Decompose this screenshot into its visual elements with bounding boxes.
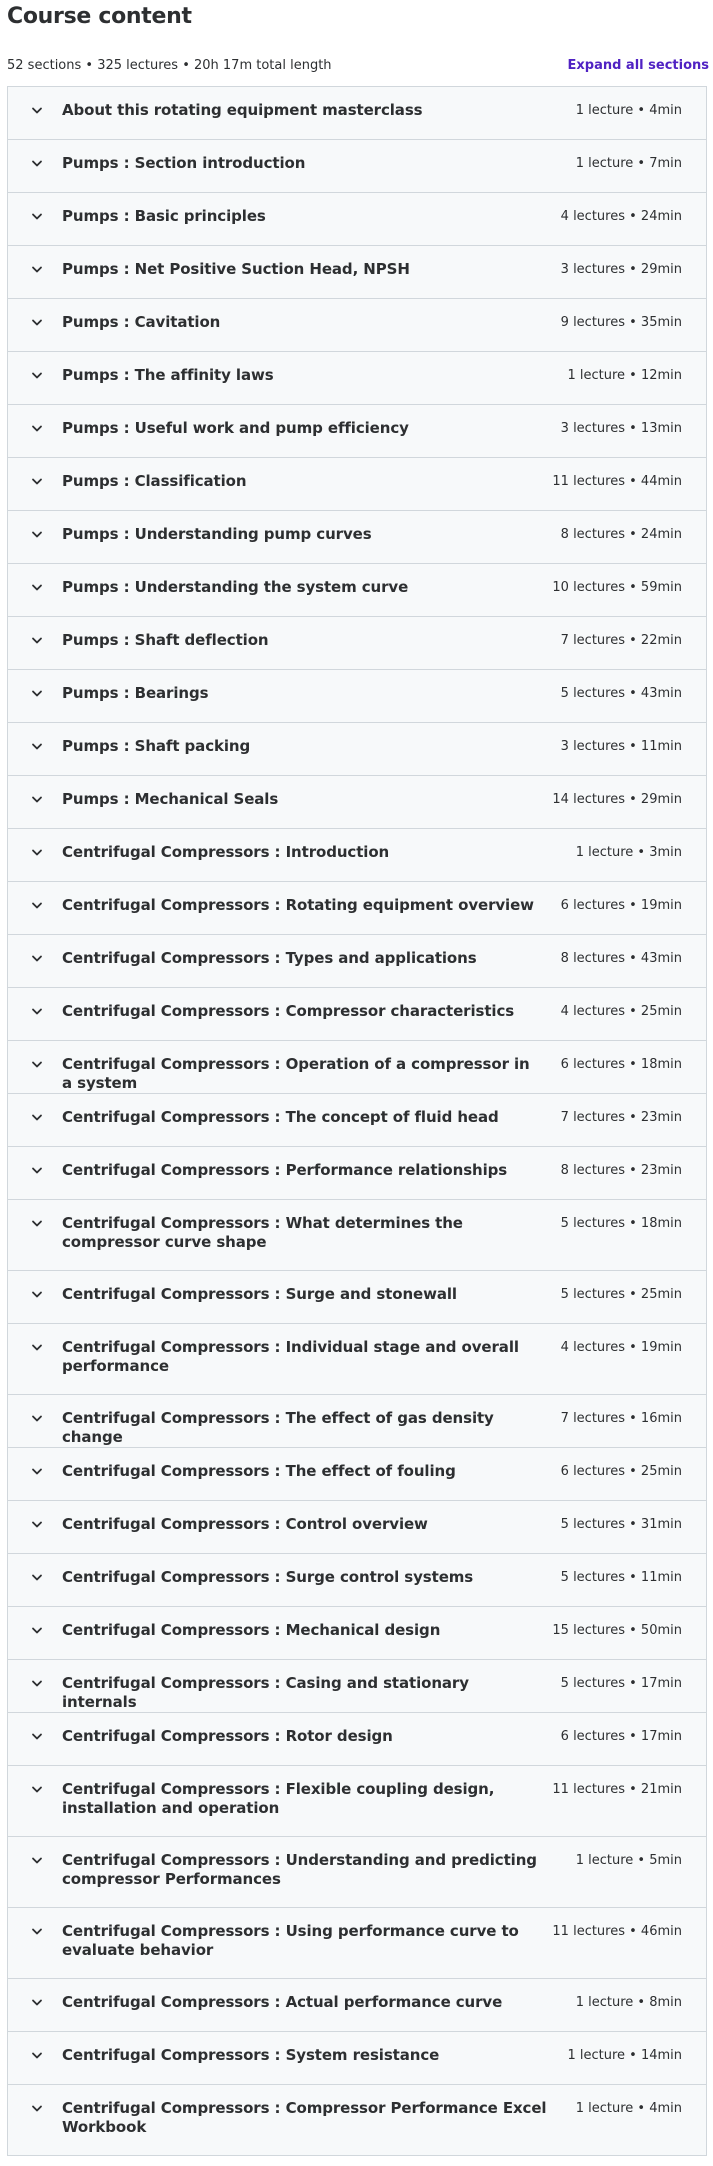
section-title: Pumps : Net Positive Suction Head, NPSH bbox=[62, 260, 410, 278]
section-header[interactable] bbox=[8, 299, 706, 352]
section-meta: 8 lectures • 43min bbox=[560, 951, 682, 966]
chevron-down-icon bbox=[30, 1463, 44, 1481]
section-title: Pumps : Useful work and pump efficiency bbox=[62, 419, 409, 437]
section-meta: 5 lectures • 43min bbox=[560, 686, 682, 701]
section-header[interactable] bbox=[8, 670, 706, 723]
section-title: Centrifugal Compressors : Individual stage and overall performance bbox=[62, 1338, 519, 1375]
chevron-down-icon bbox=[30, 1410, 44, 1428]
section-title: About this rotating equipment masterclass bbox=[62, 101, 423, 119]
chevron-down-icon bbox=[30, 1162, 44, 1180]
section-header[interactable] bbox=[8, 511, 706, 564]
section-header[interactable] bbox=[8, 1448, 706, 1501]
chevron-down-icon bbox=[30, 1215, 44, 1233]
section-title: Centrifugal Compressors : What determines the compressor curve shape bbox=[62, 1214, 463, 1251]
section-title: Centrifugal Compressors : Compressor Performance Excel Workbook bbox=[62, 2099, 547, 2136]
section-title: Pumps : Shaft packing bbox=[62, 737, 251, 755]
section-header[interactable] bbox=[8, 564, 706, 617]
section-meta: 10 lectures • 59min bbox=[552, 580, 682, 595]
section-meta: 5 lectures • 31min bbox=[560, 1517, 682, 1532]
section-meta: 1 lecture • 14min bbox=[567, 2048, 682, 2063]
section-meta: 8 lectures • 23min bbox=[560, 1163, 682, 1178]
section-meta: 11 lectures • 21min bbox=[552, 1782, 682, 1797]
section-title: Centrifugal Compressors : Performance relationships bbox=[62, 1161, 508, 1179]
section-header[interactable] bbox=[8, 829, 706, 882]
chevron-down-icon bbox=[30, 1286, 44, 1304]
chevron-down-icon bbox=[30, 2100, 44, 2118]
section-header[interactable] bbox=[8, 2085, 706, 2156]
section-meta: 1 lecture • 7min bbox=[575, 156, 682, 171]
section-header[interactable] bbox=[8, 193, 706, 246]
section-meta: 6 lectures • 18min bbox=[560, 1057, 682, 1072]
section-title: Pumps : Basic principles bbox=[62, 207, 266, 225]
section-title: Pumps : The affinity laws bbox=[62, 366, 274, 384]
section-meta: 1 lecture • 3min bbox=[575, 845, 682, 860]
page-title: Course content bbox=[7, 4, 192, 29]
section-meta: 14 lectures • 29min bbox=[552, 792, 682, 807]
section-meta: 4 lectures • 19min bbox=[560, 1340, 682, 1355]
chevron-down-icon bbox=[30, 1781, 44, 1799]
section-title: Centrifugal Compressors : Surge control systems bbox=[62, 1568, 474, 1586]
section-header[interactable] bbox=[8, 935, 706, 988]
section-title: Centrifugal Compressors : Rotating equipment overview bbox=[62, 896, 534, 914]
section-title: Pumps : Cavitation bbox=[62, 313, 221, 331]
section-header[interactable] bbox=[8, 1395, 706, 1448]
section-title: Centrifugal Compressors : Compressor characteristics bbox=[62, 1002, 515, 1020]
chevron-down-icon bbox=[30, 685, 44, 703]
section-header[interactable] bbox=[8, 140, 706, 193]
section-header[interactable] bbox=[8, 1200, 706, 1271]
section-meta: 1 lecture • 8min bbox=[575, 1995, 682, 2010]
section-meta: 3 lectures • 29min bbox=[560, 262, 682, 277]
section-meta: 4 lectures • 24min bbox=[560, 209, 682, 224]
section-title: Centrifugal Compressors : Flexible coupling design, installation and operation bbox=[62, 1780, 495, 1817]
chevron-down-icon bbox=[30, 1569, 44, 1587]
section-header[interactable] bbox=[8, 352, 706, 405]
chevron-down-icon bbox=[30, 314, 44, 332]
chevron-down-icon bbox=[30, 1923, 44, 1941]
section-header[interactable] bbox=[8, 776, 706, 829]
section-header[interactable] bbox=[8, 1607, 706, 1660]
chevron-down-icon bbox=[30, 1056, 44, 1074]
section-title: Centrifugal Compressors : Rotor design bbox=[62, 1727, 393, 1745]
section-meta: 5 lectures • 17min bbox=[560, 1676, 682, 1691]
chevron-down-icon bbox=[30, 526, 44, 544]
section-title: Centrifugal Compressors : The effect of fouling bbox=[62, 1462, 456, 1480]
chevron-down-icon bbox=[30, 261, 44, 279]
expand-all-button[interactable]: Expand all sections bbox=[567, 57, 709, 73]
chevron-down-icon bbox=[30, 1728, 44, 1746]
section-header[interactable] bbox=[8, 1908, 706, 1979]
section-meta: 3 lectures • 13min bbox=[560, 421, 682, 436]
section-title: Centrifugal Compressors : Surge and stonewall bbox=[62, 1285, 457, 1303]
course-summary: 52 sections • 325 lectures • 20h 17m total length bbox=[7, 57, 332, 73]
section-title: Pumps : Bearings bbox=[62, 684, 209, 702]
section-meta: 8 lectures • 24min bbox=[560, 527, 682, 542]
chevron-down-icon bbox=[30, 1852, 44, 1870]
section-meta: 1 lecture • 5min bbox=[575, 1853, 682, 1868]
section-title: Centrifugal Compressors : The concept of fluid head bbox=[62, 1108, 499, 1126]
section-header[interactable] bbox=[8, 1501, 706, 1554]
chevron-down-icon bbox=[30, 791, 44, 809]
section-meta: 3 lectures • 11min bbox=[560, 739, 682, 754]
section-header[interactable] bbox=[8, 882, 706, 935]
section-header[interactable] bbox=[8, 1147, 706, 1200]
section-header[interactable] bbox=[8, 988, 706, 1041]
section-meta: 9 lectures • 35min bbox=[560, 315, 682, 330]
section-meta: 5 lectures • 11min bbox=[560, 1570, 682, 1585]
section-title: Pumps : Shaft deflection bbox=[62, 631, 269, 649]
section-header[interactable] bbox=[8, 1094, 706, 1147]
section-header[interactable] bbox=[8, 2032, 706, 2085]
chevron-down-icon bbox=[30, 844, 44, 862]
section-header[interactable] bbox=[8, 1766, 706, 1837]
section-meta: 1 lecture • 12min bbox=[567, 368, 682, 383]
chevron-down-icon bbox=[30, 632, 44, 650]
section-header[interactable] bbox=[8, 1041, 706, 1094]
chevron-down-icon bbox=[30, 473, 44, 491]
section-title: Centrifugal Compressors : Casing and stationary internals bbox=[62, 1674, 469, 1711]
section-meta: 11 lectures • 44min bbox=[552, 474, 682, 489]
section-title: Centrifugal Compressors : Types and applications bbox=[62, 949, 477, 967]
section-meta: 5 lectures • 25min bbox=[560, 1287, 682, 1302]
section-title: Centrifugal Compressors : Mechanical design bbox=[62, 1621, 441, 1639]
section-header[interactable] bbox=[8, 723, 706, 776]
section-header[interactable] bbox=[8, 87, 706, 140]
chevron-down-icon bbox=[30, 950, 44, 968]
section-title: Centrifugal Compressors : Using performance curve to evaluate behavior bbox=[62, 1922, 519, 1959]
section-title: Centrifugal Compressors : Introduction bbox=[62, 843, 390, 861]
section-meta: 7 lectures • 16min bbox=[560, 1411, 682, 1426]
course-summary-row bbox=[0, 52, 713, 78]
section-meta: 11 lectures • 46min bbox=[552, 1924, 682, 1939]
section-header[interactable] bbox=[8, 1837, 706, 1908]
chevron-down-icon bbox=[30, 208, 44, 226]
section-header[interactable] bbox=[8, 458, 706, 511]
chevron-down-icon bbox=[30, 579, 44, 597]
section-header[interactable] bbox=[8, 1324, 706, 1395]
section-header[interactable] bbox=[8, 1713, 706, 1766]
chevron-down-icon bbox=[30, 1622, 44, 1640]
section-list bbox=[7, 86, 707, 2156]
section-header[interactable] bbox=[8, 617, 706, 670]
section-meta: 7 lectures • 22min bbox=[560, 633, 682, 648]
section-meta: 6 lectures • 25min bbox=[560, 1464, 682, 1479]
section-title: Pumps : Understanding pump curves bbox=[62, 525, 372, 543]
section-meta: 6 lectures • 17min bbox=[560, 1729, 682, 1744]
section-title: Pumps : Understanding the system curve bbox=[62, 578, 409, 596]
section-title: Pumps : Classification bbox=[62, 472, 247, 490]
chevron-down-icon bbox=[30, 1003, 44, 1021]
chevron-down-icon bbox=[30, 738, 44, 756]
section-header[interactable] bbox=[8, 1554, 706, 1607]
section-meta: 15 lectures • 50min bbox=[552, 1623, 682, 1638]
section-meta: 5 lectures • 18min bbox=[560, 1216, 682, 1231]
section-title: Pumps : Mechanical Seals bbox=[62, 790, 279, 808]
chevron-down-icon bbox=[30, 1994, 44, 2012]
section-meta: 4 lectures • 25min bbox=[560, 1004, 682, 1019]
section-title: Pumps : Section introduction bbox=[62, 154, 306, 172]
chevron-down-icon bbox=[30, 2047, 44, 2065]
chevron-down-icon bbox=[30, 1109, 44, 1127]
chevron-down-icon bbox=[30, 1339, 44, 1357]
section-header[interactable] bbox=[8, 1979, 706, 2032]
section-title: Centrifugal Compressors : Operation of a compressor in a system bbox=[62, 1055, 530, 1092]
section-title: Centrifugal Compressors : Control overview bbox=[62, 1515, 428, 1533]
section-meta: 1 lecture • 4min bbox=[575, 103, 682, 118]
section-title: Centrifugal Compressors : Understanding and predicting compressor Performances bbox=[62, 1851, 537, 1888]
section-header[interactable] bbox=[8, 405, 706, 458]
section-header[interactable] bbox=[8, 1271, 706, 1324]
chevron-down-icon bbox=[30, 420, 44, 438]
chevron-down-icon bbox=[30, 1516, 44, 1534]
section-title: Centrifugal Compressors : System resistance bbox=[62, 2046, 440, 2064]
section-header[interactable] bbox=[8, 1660, 706, 1713]
section-header[interactable] bbox=[8, 246, 706, 299]
section-title: Centrifugal Compressors : Actual performance curve bbox=[62, 1993, 503, 2011]
section-meta: 6 lectures • 19min bbox=[560, 898, 682, 913]
section-meta: 1 lecture • 4min bbox=[575, 2101, 682, 2116]
section-title: Centrifugal Compressors : The effect of gas density change bbox=[62, 1409, 494, 1446]
chevron-down-icon bbox=[30, 102, 44, 120]
chevron-down-icon bbox=[30, 367, 44, 385]
chevron-down-icon bbox=[30, 155, 44, 173]
section-meta: 7 lectures • 23min bbox=[560, 1110, 682, 1125]
chevron-down-icon bbox=[30, 1675, 44, 1693]
chevron-down-icon bbox=[30, 897, 44, 915]
